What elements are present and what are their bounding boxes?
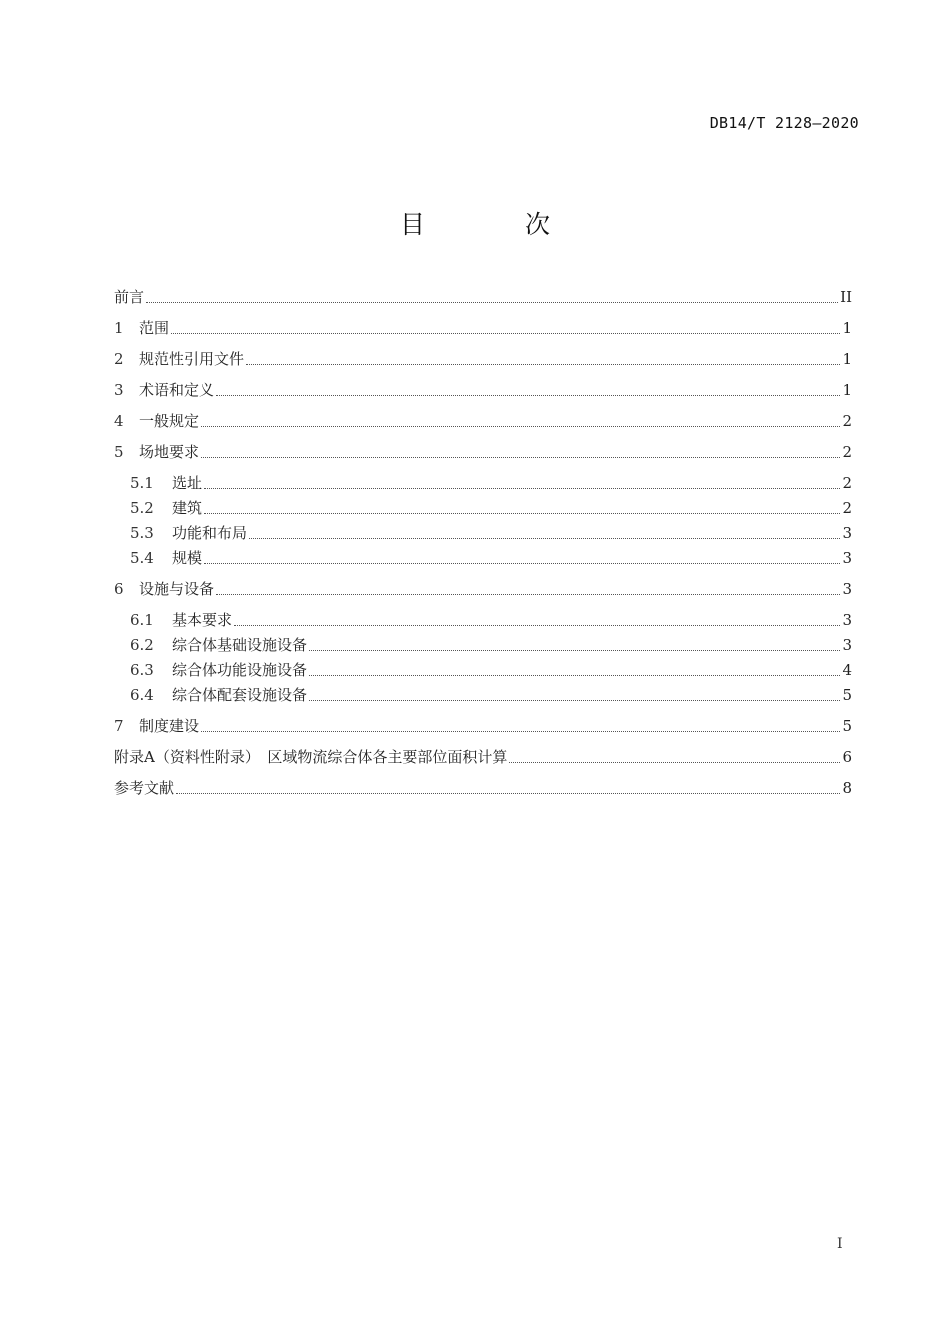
toc-entry-label: 综合体功能设施设备 [172, 661, 308, 679]
toc-entry-number: 3 [114, 381, 124, 399]
toc-entry-number: 6 [114, 580, 124, 598]
toc-entry-6-1[interactable] [130, 609, 852, 631]
toc-entry-number: 6.1 [130, 611, 154, 629]
toc-entry-label: 建筑 [172, 499, 203, 517]
toc-entry-label: 规范性引用文件 [139, 350, 245, 368]
dot-leader [201, 426, 840, 427]
dot-leader [309, 650, 840, 651]
toc-entry-label: 范围 [139, 319, 170, 337]
toc-entry-page: 1 [842, 350, 852, 368]
toc-entry-page: 3 [842, 580, 852, 598]
toc-entry-number: 6.2 [130, 636, 154, 654]
toc-entry-1[interactable] [114, 317, 852, 339]
toc-entry-5-2[interactable] [130, 497, 852, 519]
toc-entry-page: 3 [842, 636, 852, 654]
toc-entry-label: 综合体基础设施设备 [172, 636, 308, 654]
toc-entry-page: 2 [842, 499, 852, 517]
toc-entry-number: 2 [114, 350, 124, 368]
toc-entry-number: 5 [114, 443, 124, 461]
toc-entry-page: 4 [842, 661, 852, 679]
toc-entry-page: 2 [842, 474, 852, 492]
toc-entry-label: 综合体配套设施设备 [172, 686, 308, 704]
toc-entry-number: 5.3 [130, 524, 154, 542]
dot-leader [309, 675, 840, 676]
toc-entry-number: 5.2 [130, 499, 154, 517]
toc-entry-label: 规模 [172, 549, 203, 567]
toc-entry-page: 1 [842, 319, 852, 337]
dot-leader [234, 625, 840, 626]
toc-entry-page: 2 [842, 443, 852, 461]
page-number: I [837, 1236, 843, 1252]
toc-entry-page: 2 [842, 412, 852, 430]
document-code: DB14/T 2128—2020 [709, 114, 859, 132]
toc-entry-4[interactable] [114, 410, 852, 432]
toc-entry-number: 6.4 [130, 686, 154, 704]
dot-leader [509, 762, 840, 763]
toc-entry-page: 1 [842, 381, 852, 399]
dot-leader [216, 594, 840, 595]
dot-leader [204, 563, 840, 564]
toc-entry-number: 1 [114, 319, 124, 337]
dot-leader [176, 793, 840, 794]
toc-entry-2[interactable] [114, 348, 852, 370]
toc-entry-label: 功能和布局 [172, 524, 248, 542]
dot-leader [201, 457, 840, 458]
toc-entry-page: II [840, 288, 852, 306]
toc-entry-page: 5 [842, 686, 852, 704]
toc-entry-6[interactable] [114, 578, 852, 600]
dot-leader [204, 513, 840, 514]
toc-entry-6-3[interactable] [130, 659, 852, 681]
dot-leader [246, 364, 840, 365]
toc-entry-5[interactable] [114, 441, 852, 463]
toc-entry-label: 附录A（资料性附录） 区域物流综合体各主要部位面积计算 [114, 748, 508, 766]
toc-entry-number: 5.4 [130, 549, 154, 567]
toc-entry-label: 场地要求 [139, 443, 200, 461]
toc-entry-label: 参考文献 [114, 779, 175, 797]
toc-entry-label: 前言 [114, 288, 145, 306]
dot-leader [216, 395, 840, 396]
toc-entry-page: 6 [842, 748, 852, 766]
toc-entry-5-3[interactable] [130, 522, 852, 544]
toc-entry-5-1[interactable] [130, 472, 852, 494]
toc-entry-appendix-a[interactable] [114, 746, 852, 768]
page-title: 目 次 [400, 210, 596, 239]
toc-entry-7[interactable] [114, 715, 852, 737]
toc-entry-6-4[interactable] [130, 684, 852, 706]
toc-entry-number: 6.3 [130, 661, 154, 679]
toc-entry-foreword[interactable] [114, 286, 852, 308]
toc-entry-number: 4 [114, 412, 124, 430]
toc-entry-5-4[interactable] [130, 547, 852, 569]
toc-entry-label: 制度建设 [139, 717, 200, 735]
toc-entry-label: 选址 [172, 474, 203, 492]
toc-entry-label: 一般规定 [139, 412, 200, 430]
toc-entry-6-2[interactable] [130, 634, 852, 656]
toc-entry-page: 3 [842, 524, 852, 542]
dot-leader [204, 488, 840, 489]
dot-leader [201, 731, 840, 732]
toc-entry-label: 基本要求 [172, 611, 233, 629]
toc-entry-label: 设施与设备 [139, 580, 215, 598]
toc-entry-label: 术语和定义 [139, 381, 215, 399]
dot-leader [249, 538, 840, 539]
toc-entry-page: 3 [842, 549, 852, 567]
dot-leader [146, 302, 838, 303]
toc-entry-page: 3 [842, 611, 852, 629]
toc-entry-page: 5 [842, 717, 852, 735]
toc-entry-number: 7 [114, 717, 124, 735]
toc-entry-page: 8 [842, 779, 852, 797]
dot-leader [309, 700, 840, 701]
dot-leader [171, 333, 840, 334]
toc-entry-number: 5.1 [130, 474, 154, 492]
toc-entry-references[interactable] [114, 777, 852, 799]
toc-entry-3[interactable] [114, 379, 852, 401]
